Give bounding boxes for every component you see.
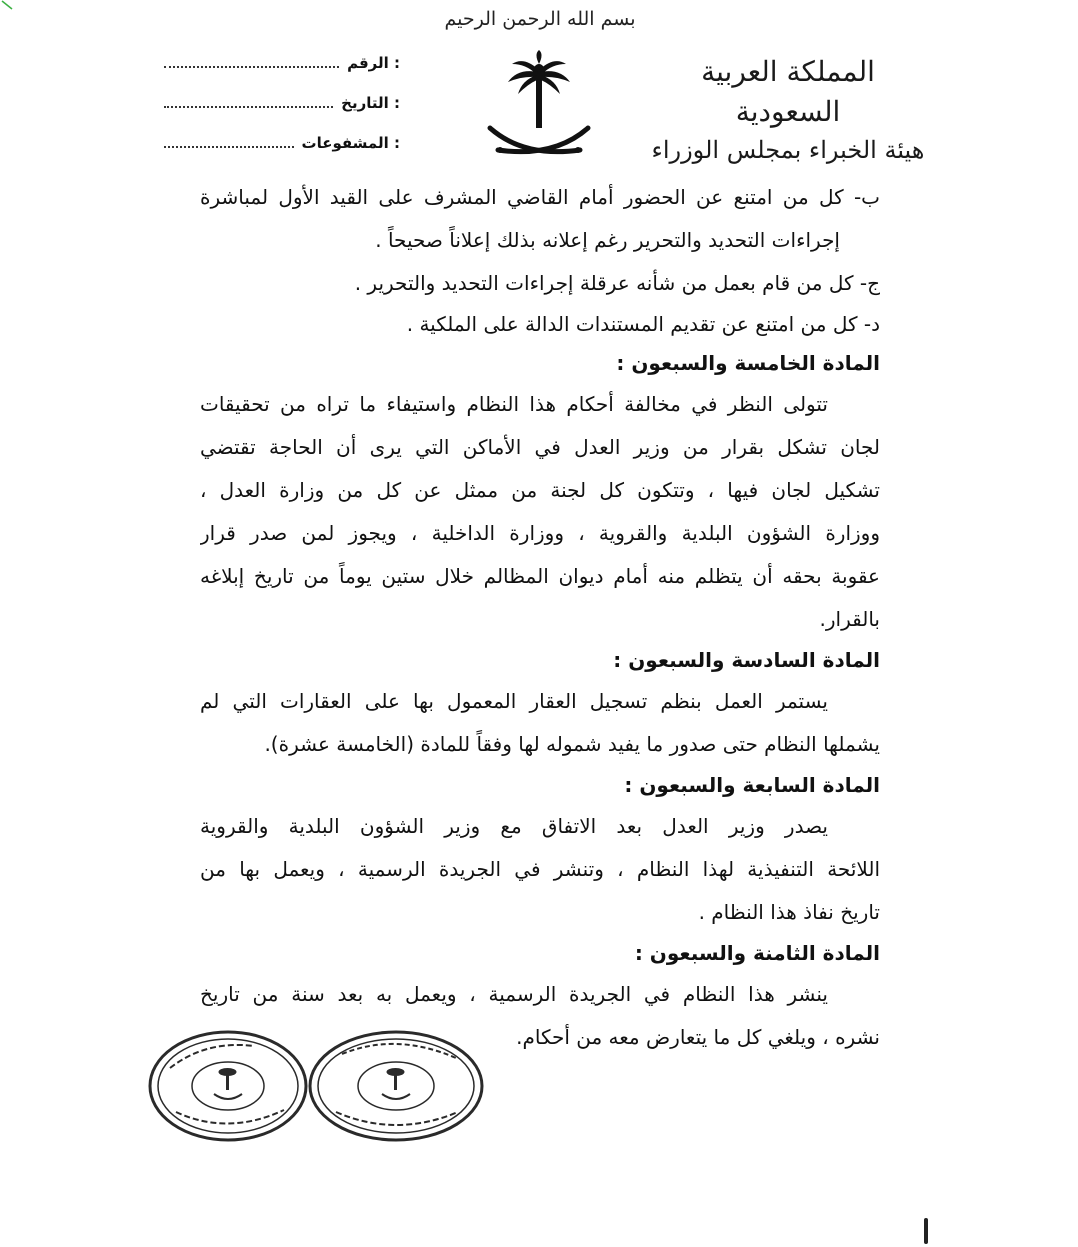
attachments-field [160, 134, 400, 174]
article-78-title: المادة الثامنة والسبعون : [634, 941, 880, 965]
document-body [200, 176, 880, 1059]
secretariat-seal-icon [146, 1028, 310, 1144]
authority-name: هيئة الخبراء بمجلس الوزراء [651, 136, 925, 164]
article-77-line: تاريخ نفاذ هذا النظام . [698, 900, 880, 924]
article-77-title: المادة السابعة والسبعون : [624, 773, 880, 797]
palm-swords-emblem-icon [484, 50, 594, 175]
article-77-line: اللائحة التنفيذية لهذا النظام ، وتنشر في الجريدة الرسمية ، ويعمل بها من [200, 857, 880, 881]
article-75-line: تشكيل لجان فيها ، وتتكون كل لجنة من ممثل عن كل من وزارة العدل ، [200, 478, 880, 502]
basmala: بسم الله الرحمن الرحيم [444, 8, 636, 30]
article-75-title: المادة الخامسة والسبعون : [616, 351, 880, 375]
experts-seal-icon [306, 1028, 486, 1144]
article-78-line: ينشر هذا النظام في الجريدة الرسمية ، ويعمل به بعد سنة من تاريخ [200, 982, 828, 1006]
article-77-line: يصدر وزير العدل بعد الاتفاق مع وزير الشؤون البلدية والقروية [200, 814, 828, 838]
reference-fields [160, 54, 400, 174]
number-label: الرقم : [347, 54, 400, 72]
date-dotted-line [164, 105, 333, 108]
corner-mark-icon [0, 0, 14, 10]
article-76-title: المادة السادسة والسبعون : [613, 648, 880, 672]
kingdom-name: المملكة العربية السعودية [701, 55, 875, 128]
article-78-line: نشره ، ويلغي كل ما يتعارض معه من أحكام. [516, 1025, 880, 1049]
article-76-line: يستمر العمل بنظم تسجيل العقار المعمول بها على العقارات التي لم [200, 689, 828, 713]
item-d: د- كل من امتنع عن تقديم المستندات الدالة على الملكية . [406, 312, 880, 336]
number-dotted-line [164, 65, 339, 68]
item-b-line-2: إجراءات التحديد والتحرير رغم إعلانه بذلك إعلاناً صحيحاً . [375, 228, 840, 252]
organization-name [648, 52, 928, 168]
article-75-line: لجان تشكل بقرار من وزير العدل في الأماكن التي يرى أن الحاجة تقتضي [200, 435, 880, 459]
article-75-line: ووزارة الشؤون البلدية والقروية ، ووزارة الداخلية ، ويجوز لمن صدر قرار [200, 521, 880, 545]
date-field [160, 94, 400, 134]
date-label: التاريخ : [341, 94, 400, 112]
article-75-line: عقوبة بحقه أن يتظلم منه أمام ديوان المظالم خلال ستين يوماً من تاريخ إبلاغه [200, 564, 880, 588]
article-75-line: بالقرار. [819, 607, 880, 631]
article-75-line: تتولى النظر في مخالفة أحكام هذا النظام واستيفاء ما تراه من تحقيقات [200, 392, 828, 416]
item-b-line-1: ب- كل من امتنع عن الحضور أمام القاضي المشرف على القيد الأول لمباشرة [200, 185, 880, 209]
attachments-label: المشفوعات : [301, 134, 400, 152]
item-j: ج- كل من قام بعمل من شأنه عرقلة إجراءات التحديد والتحرير . [354, 271, 880, 295]
article-76-line: يشملها النظام حتى صدور ما يفيد شموله لها وفقاً للمادة (الخامسة عشرة). [264, 732, 880, 756]
attachments-dotted-line [164, 145, 294, 148]
page-edge-mark [924, 1218, 928, 1244]
number-field [160, 54, 400, 94]
